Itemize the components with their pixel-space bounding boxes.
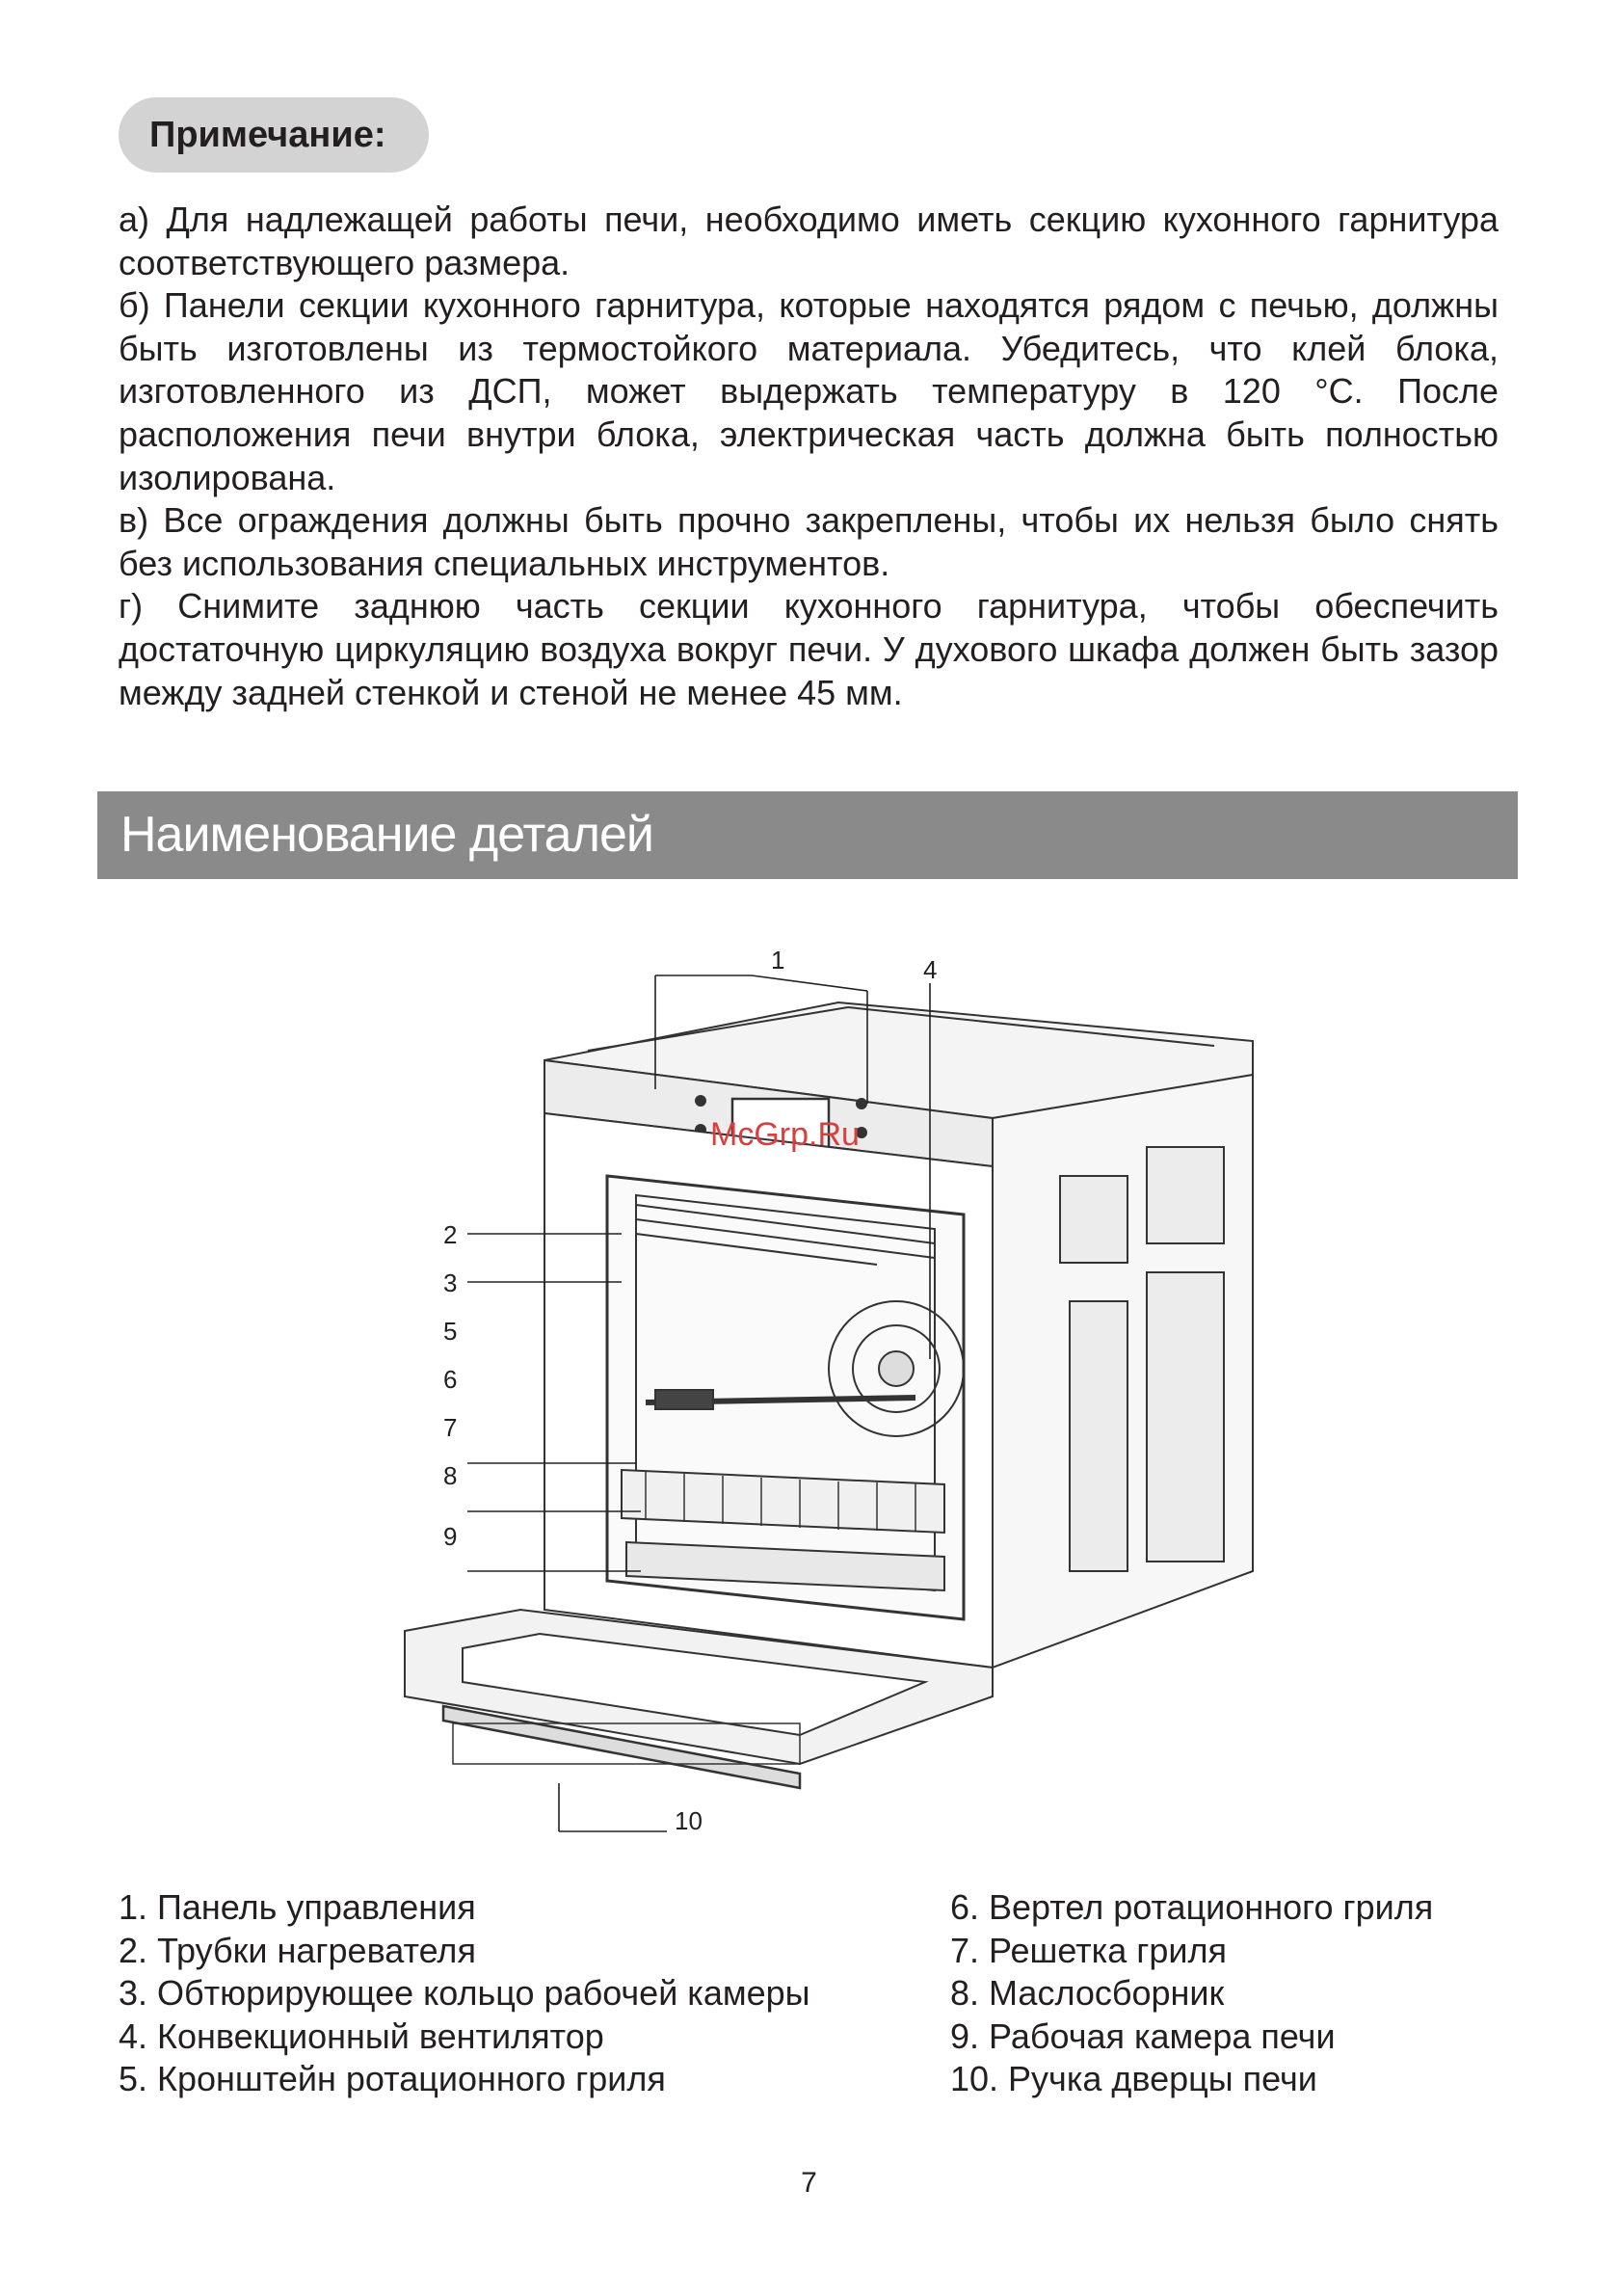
callout-1: 1 xyxy=(771,946,785,974)
callout-5: 5 xyxy=(443,1317,458,1346)
note-title: Примечание: xyxy=(149,115,386,155)
callout-3: 3 xyxy=(443,1268,458,1297)
note-paragraph-d: г) Снимите заднюю часть секции кухонного гарнитура, чтобы обеспечить достаточную циркуляцию воздуха вокруг печи. У духового шкафа должен быть зазор между задней стенкой и стеной не менее 45 мм. xyxy=(119,586,1499,712)
side-vent xyxy=(1060,1176,1127,1263)
parts-list-left xyxy=(119,1886,810,2101)
list-item: 3. Обтюрирующее кольцо рабочей камеры xyxy=(119,1973,810,2014)
watermark: McGrp.Ru xyxy=(710,1116,860,1153)
callout-6: 6 xyxy=(443,1365,458,1394)
callout-2: 2 xyxy=(443,1220,458,1249)
list-item: 6. Вертел ротационного гриля xyxy=(950,1887,1434,1927)
note-paragraph-c: в) Все ограждения должны быть прочно закреплены, чтобы их нельзя было снять без использования специальных инструментов. xyxy=(119,500,1499,583)
note-label xyxy=(119,97,429,173)
notes-text xyxy=(119,199,1499,714)
list-item: 10. Ручка дверцы печи xyxy=(950,2059,1317,2099)
callout-7: 7 xyxy=(443,1413,458,1442)
list-item: 5. Кронштейн ротационного гриля xyxy=(119,2059,666,2099)
list-item: 7. Решетка гриля xyxy=(950,1930,1227,1970)
section-title: Наименование деталей xyxy=(120,807,653,863)
knob-icon xyxy=(857,1099,866,1108)
callout-8: 8 xyxy=(443,1461,458,1490)
side-vent xyxy=(1147,1147,1224,1243)
side-vent xyxy=(1070,1301,1127,1571)
list-item: 9. Рабочая камера печи xyxy=(950,2016,1336,2056)
list-item: 2. Трубки нагревателя xyxy=(119,1930,476,1970)
callout-4: 4 xyxy=(923,955,938,984)
list-item: 4. Конвекционный вентилятор xyxy=(119,2016,604,2056)
parts-list-right xyxy=(950,1886,1433,2101)
side-vent xyxy=(1147,1272,1224,1562)
callout-9: 9 xyxy=(443,1522,458,1551)
callout-10: 10 xyxy=(675,1806,703,1835)
note-paragraph-a: а) Для надлежащей работы печи, необходимо иметь секцию кухонного гарнитура соответствующего размера. xyxy=(119,200,1499,282)
list-item: 8. Маслосборник xyxy=(950,1973,1225,2014)
list-item: 1. Панель управления xyxy=(119,1887,476,1927)
oven-diagram xyxy=(299,916,1282,1841)
knob-icon xyxy=(696,1096,705,1106)
oven-illustration xyxy=(299,916,1282,1841)
fan-hub xyxy=(879,1351,914,1386)
note-paragraph-b: б) Панели секции кухонного гарнитура, которые находятся рядом с печью, должны быть изготовлены из термостойкого материала. Убедитесь, что клей блока, изготовленного из ДСП, может выдержать температуру в 120 °C. После расположения печи внутри блока, электрическая часть должна быть полностью изолирована. xyxy=(119,285,1499,497)
section-header xyxy=(97,791,1518,879)
spit-handle xyxy=(655,1390,713,1409)
page-number: 7 xyxy=(801,2167,817,2199)
